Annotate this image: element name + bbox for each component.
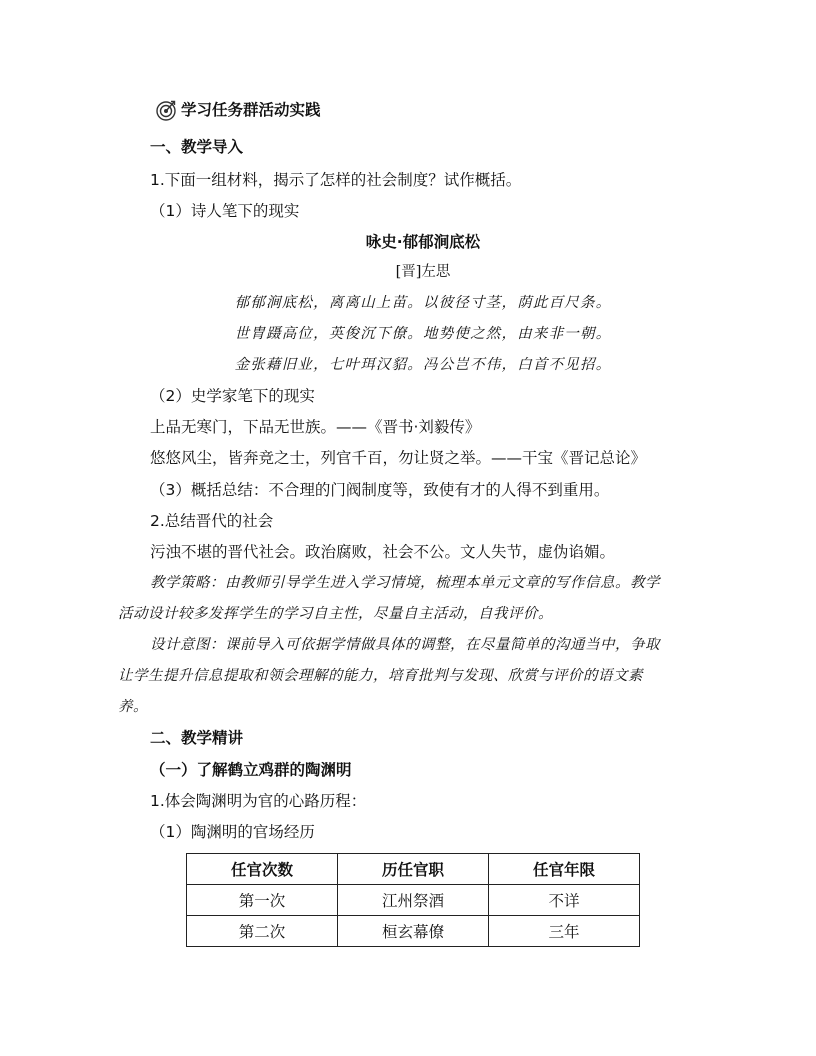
table-row xyxy=(187,916,640,947)
intro-question-1: 1.下面一组材料，揭示了怎样的社会制度？试作概括。 xyxy=(150,171,522,189)
poem-line: 金张藉旧业，七叶珥汉貂。冯公岂不伟，白首不见招。 xyxy=(234,357,612,373)
target-icon xyxy=(155,99,177,121)
table-cell: 桓玄幕僚 xyxy=(338,916,489,947)
lecture-question-1: 1.体会陶渊明为官的心路历程： xyxy=(150,792,367,810)
quote-1: 上品无寒门，下品无世族。——《晋书·刘毅传》 xyxy=(150,418,481,436)
intro-sub-1: （1）诗人笔下的现实 xyxy=(150,202,300,220)
poem-title: 咏史·郁郁涧底松 xyxy=(365,233,481,251)
table-cell: 三年 xyxy=(489,916,640,947)
strategy-line: 活动设计较多发挥学生的学习自主性，尽量自主活动，自我评价。 xyxy=(118,606,553,622)
quote-2: 悠悠风尘，皆奔竞之士，列官千百，勿让贤之举。——干宝《晋记总论》 xyxy=(150,449,647,467)
design-line: 设计意图：课前导入可依据学情做具体的调整，在尽量简单的沟通当中，争取 xyxy=(150,637,660,653)
strategy-line: 教学策略：由教师引导学生进入学习情境，梳理本单元文章的写作信息。教学 xyxy=(150,575,660,591)
design-line: 养。 xyxy=(118,699,148,715)
intro-sub-3: （3）概括总结：不合理的门阀制度等，致使有才的人得不到重用。 xyxy=(150,481,610,499)
table-cell: 第一次 xyxy=(187,885,338,916)
table-header-cell: 任官次数 xyxy=(187,854,338,885)
table-cell: 江州祭酒 xyxy=(338,885,489,916)
intro-heading: 一、教学导入 xyxy=(150,138,244,156)
lecture-heading: 二、教学精讲 xyxy=(150,729,244,747)
career-table xyxy=(186,853,640,947)
intro-answer-2: 污浊不堪的晋代社会。政治腐败，社会不公。文人失节，虚伪谄媚。 xyxy=(150,543,616,561)
table-header-cell: 任官年限 xyxy=(489,854,640,885)
section-heading xyxy=(155,99,321,121)
lecture-sub: （一）了解鹤立鸡群的陶渊明 xyxy=(150,761,352,779)
table-header-row xyxy=(187,854,640,885)
intro-question-2: 2.总结晋代的社会 xyxy=(150,512,274,530)
design-line: 让学生提升信息提取和领会理解的能力，培育批判与发现、欣赏与评价的语文素 xyxy=(118,668,643,684)
table-cell: 第二次 xyxy=(187,916,338,947)
table-row xyxy=(187,885,640,916)
poem-line: 世胄蹑高位，英俊沉下僚。地势使之然，由来非一朝。 xyxy=(234,326,612,342)
intro-sub-2: （2）史学家笔下的现实 xyxy=(150,387,315,405)
table-header-cell: 历任官职 xyxy=(338,854,489,885)
poem-author: [晋]左思 xyxy=(395,264,451,280)
section-title: 学习任务群活动实践 xyxy=(181,101,321,119)
lecture-sub-1: （1）陶渊明的官场经历 xyxy=(150,823,315,841)
poem-line: 郁郁涧底松，离离山上苗。以彼径寸茎，荫此百尺条。 xyxy=(234,295,612,311)
table-cell: 不详 xyxy=(489,885,640,916)
